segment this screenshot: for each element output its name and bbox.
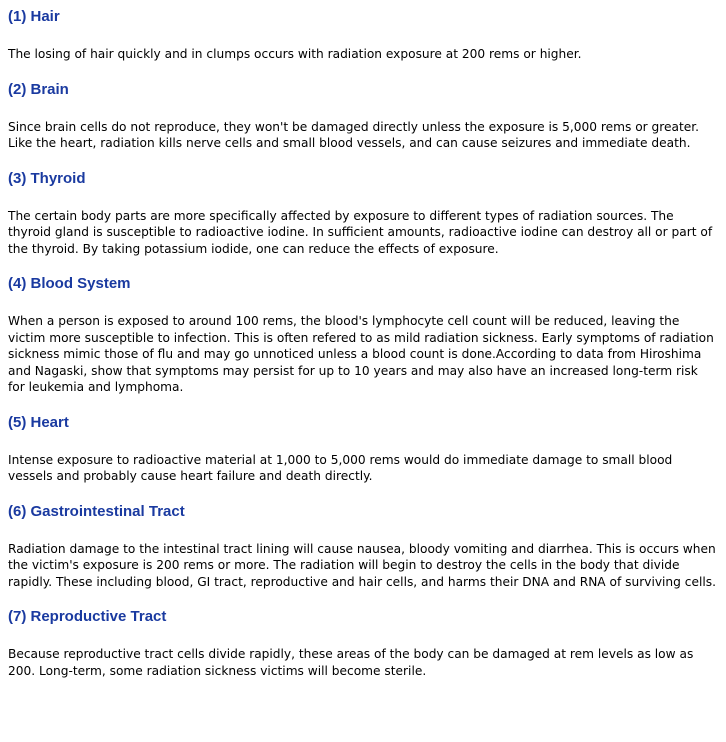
section-heart	[8, 414, 718, 485]
section-body: The certain body parts are more specifically affected by exposure to different types of radiation sources. The thyroid gland is susceptible to radioactive iodine. In sufficient amounts, radioactive iodine can destroy all or part of the thyroid. By taking potassium iodide, one can reduce the effects of exposure.	[8, 208, 713, 256]
section-reproductive-tract	[8, 608, 718, 679]
section-body: Intense exposure to radioactive material at 1,000 to 5,000 rems would do immediate damage to small blood vessels and probably cause heart failure and death directly.	[8, 452, 673, 483]
section-blood-system	[8, 275, 718, 396]
section-heading: (4) Blood System	[8, 275, 131, 292]
section-gastrointestinal-tract	[8, 503, 718, 591]
section-body: Radiation damage to the intestinal tract lining will cause nausea, bloody vomiting and diarrhea. This is occurs when the victim's exposure is 200 rems or more. The radiation will begin to destroy the cells in the body that divide rapidly. These including blood, GI tract, reproductive and hair cells, and harms their DNA and RNA of surviving cells.	[8, 541, 716, 589]
section-brain	[8, 81, 718, 152]
section-heading: (2) Brain	[8, 80, 69, 98]
section-heading: (5) Heart	[8, 413, 69, 431]
section-body: When a person is exposed to around 100 rems, the blood's lymphocyte cell count will be reduced, leaving the victim more susceptible to infection. This is often refered to as mild radiation sickness. Early symptoms of radiation sickness mimic those of flu and may go unnoticed unless a blood count is done.According to data from Hiroshima and Nagaski, show that symptoms may persist for up to 10 years and may also have an increased long-term risk for leukemia and lymphoma.	[8, 314, 714, 394]
section-hair	[8, 8, 718, 63]
section-heading: (7) Reproductive Tract	[8, 608, 167, 625]
section-heading: (6) Gastrointestinal Tract	[8, 502, 185, 520]
section-thyroid	[8, 170, 718, 258]
section-heading: (1) Hair	[8, 8, 60, 25]
section-body: Since brain cells do not reproduce, they won't be damaged directly unless the exposure is 5,000 rems or greater. Like the heart, radiation kills nerve cells and small blood vessels, and can cause seizures and immediate death.	[8, 119, 700, 150]
section-body: The losing of hair quickly and in clumps occurs with radiation exposure at 200 rems or higher.	[8, 47, 582, 61]
section-heading: (3) Thyroid	[8, 169, 86, 187]
section-body: Because reproductive tract cells divide rapidly, these areas of the body can be damaged at rem levels as low as 200. Long-term, some radiation sickness victims will become sterile.	[8, 647, 694, 678]
